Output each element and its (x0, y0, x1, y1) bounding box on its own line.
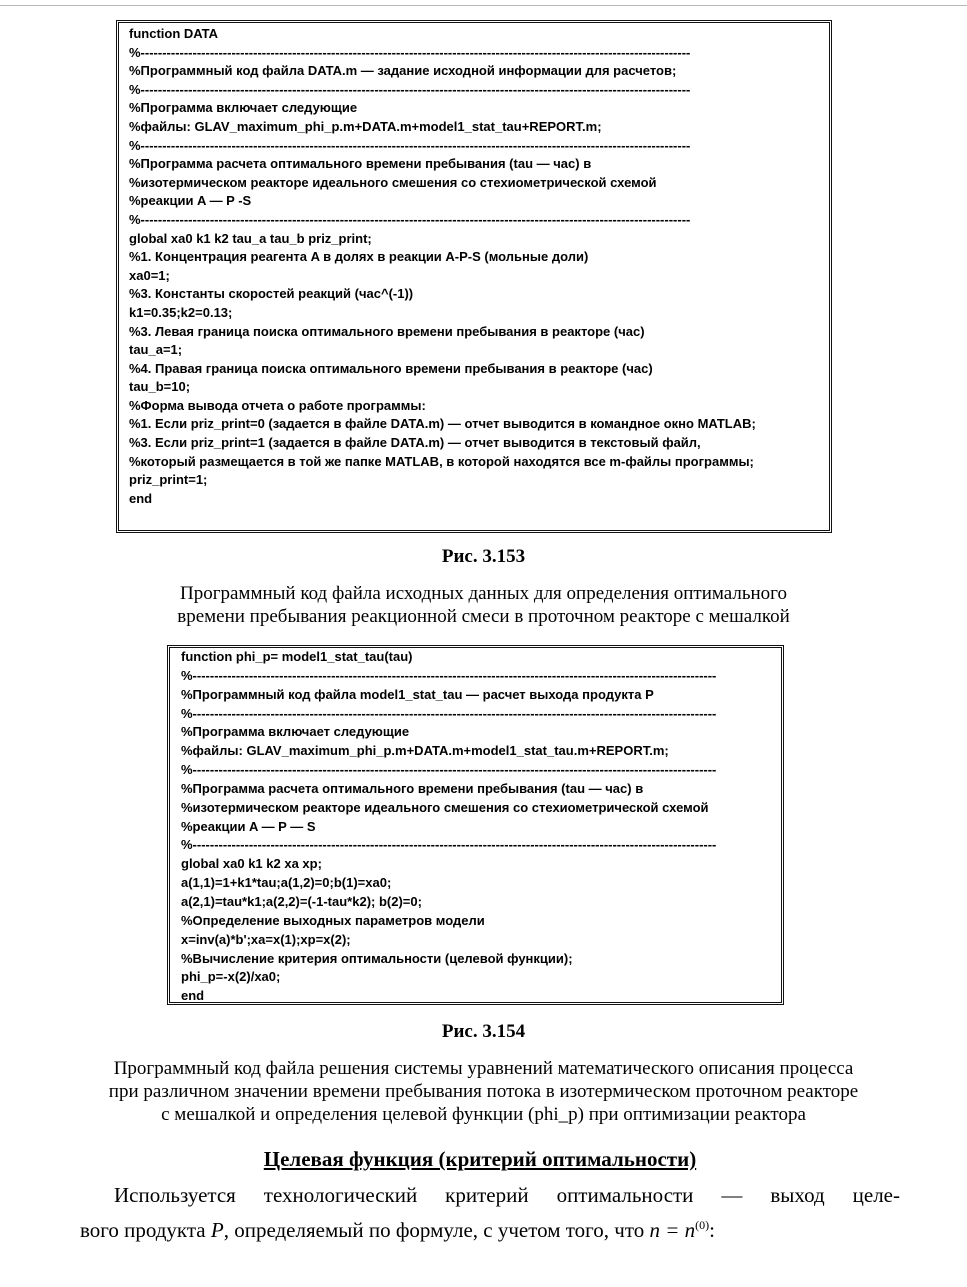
code-line: %------------------------------------------------------------------------------------------------------------------------- (181, 667, 717, 683)
code-line: %файлы: GLAV_maximum_phi_p.m+DATA.m+model1_stat_tau+REPORT.m; (129, 118, 602, 134)
code-line: %Программа включает следующие (129, 100, 358, 116)
code-line: global xa0 k1 k2 tau_a tau_b priz_print; (129, 230, 372, 246)
code-line: %------------------------------------------------------------------------------------------------------------------------------- (129, 81, 691, 97)
code-line: %3. Левая граница поиска оптимального времени пребывания в реакторе (час) (129, 323, 645, 339)
paragraph-line: Используется технологический критерий оптимальности — выход целе- (114, 1183, 900, 1207)
code-line: %Программа расчета оптимального времени пребывания (tau — час) в (129, 156, 592, 172)
code-line: k1=0.35;k2=0.13; (129, 304, 233, 320)
code-line: %3. Если priz_print=1 (задается в файле DATA.m) — отчет выводится в текстовый файл, (129, 435, 701, 451)
body-paragraph (80, 1180, 900, 1245)
caption-line: при различном значении времени пребывания потока в изотермическом проточном реакторе (108, 1081, 859, 1102)
code-line: function DATA (129, 26, 219, 41)
code-line: %изотермическом реакторе идеального смешения со стехиометрической схемой (129, 174, 657, 190)
code-line: global xa0 k1 k2 xa xp; (181, 856, 322, 872)
code-line: %4. Правая граница поиска оптимального времени пребывания в реакторе (час) (129, 360, 653, 376)
caption-line: времени пребывания реакционной смеси в проточном реакторе с мешалкой (177, 606, 790, 627)
figure-caption-3-154 (0, 1057, 967, 1126)
code-line: %------------------------------------------------------------------------------------------------------------------------- (181, 762, 717, 778)
code-line: %------------------------------------------------------------------------------------------------------------------------------- (129, 44, 691, 60)
code-line: %который размещается в той же папке MATLAB, в которой находятся все m-файлы программы; (129, 453, 754, 469)
code-line: tau_b=10; (129, 379, 191, 395)
caption-line: Программный код файла решения системы уравнений математического описания процесса (113, 1058, 854, 1079)
code-line: function phi_p= model1_stat_tau(tau) (181, 649, 413, 664)
code-line: %3. Константы скоростей реакций (час^(-1)) (129, 286, 414, 302)
code-listing-model1-stat-tau (167, 645, 784, 1005)
code-line: %Программа включает следующие (181, 724, 410, 740)
code-line: phi_p=-x(2)/xa0; (181, 969, 281, 985)
code-line: tau_a=1; (129, 342, 183, 358)
code-line: %Вычисление критерия оптимальности (целевой функции); (181, 950, 573, 966)
code-line: %1. Концентрация реагента A в долях в реакции A-P-S (мольные доли) (129, 249, 589, 265)
code-line: %1. Если priz_print=0 (задается в файле DATA.m) — отчет выводится в командное окно MATLAB; (129, 416, 756, 432)
code-line: priz_print=1; (129, 472, 208, 488)
code-line: %реакции A — P -S (129, 193, 252, 209)
section-heading: Целевая функция (критерий оптимальности) (263, 1147, 697, 1171)
code-line: a(2,1)=tau*k1;a(2,2)=(-1-tau*k2); b(2)=0; (181, 893, 422, 909)
paragraph-line: вого продукта P, определяемый по формуле, с учетом того, что $n = n^{(0)}$: (80, 1218, 715, 1242)
caption-line: с мешалкой и определения целевой функции (phi_p) при оптимизации реактора (161, 1104, 806, 1125)
code-text (129, 25, 823, 508)
code-line: %Программный код файла model1_stat_tau — расчет выхода продукта P (181, 686, 654, 702)
code-line: end (129, 490, 153, 506)
page-top-rule (0, 5, 967, 6)
code-line: %Программный код файла DATA.m — задание исходной информации для расчетов; (129, 63, 677, 79)
code-line: xa0=1; (129, 267, 170, 283)
code-line: %файлы: GLAV_maximum_phi_p.m+DATA.m+model1_stat_tau.m+REPORT.m; (181, 743, 669, 759)
figure-label-3-154: Рис. 3.154 (441, 1021, 526, 1042)
code-line: %------------------------------------------------------------------------------------------------------------------------- (181, 837, 717, 853)
figure-label-3-153: Рис. 3.153 (441, 546, 526, 567)
code-text (181, 648, 775, 1006)
code-line: %------------------------------------------------------------------------------------------------------------------------------- (129, 137, 691, 153)
code-line: end (181, 988, 205, 1004)
code-line: %реакции A — P — S (181, 818, 316, 834)
figure-caption-3-153 (0, 582, 967, 628)
code-listing-data-m (116, 20, 832, 533)
code-line: x=inv(a)*b';xa=x(1);xp=x(2); (181, 931, 351, 947)
code-line: %------------------------------------------------------------------------------------------------------------------------- (181, 705, 717, 721)
code-line: %Форма вывода отчета о работе программы: (129, 397, 426, 413)
code-line: %Программа расчета оптимального времени пребывания (tau — час) в (181, 780, 644, 796)
code-line: %Определение выходных параметров модели (181, 912, 485, 928)
code-line: %изотермическом реакторе идеального смешения со стехиометрической схемой (181, 799, 709, 815)
code-line: %------------------------------------------------------------------------------------------------------------------------------- (129, 211, 691, 227)
code-line: a(1,1)=1+k1*tau;a(1,2)=0;b(1)=xa0; (181, 875, 392, 891)
caption-line: Программный код файла исходных данных для определения оптимального (179, 583, 788, 604)
